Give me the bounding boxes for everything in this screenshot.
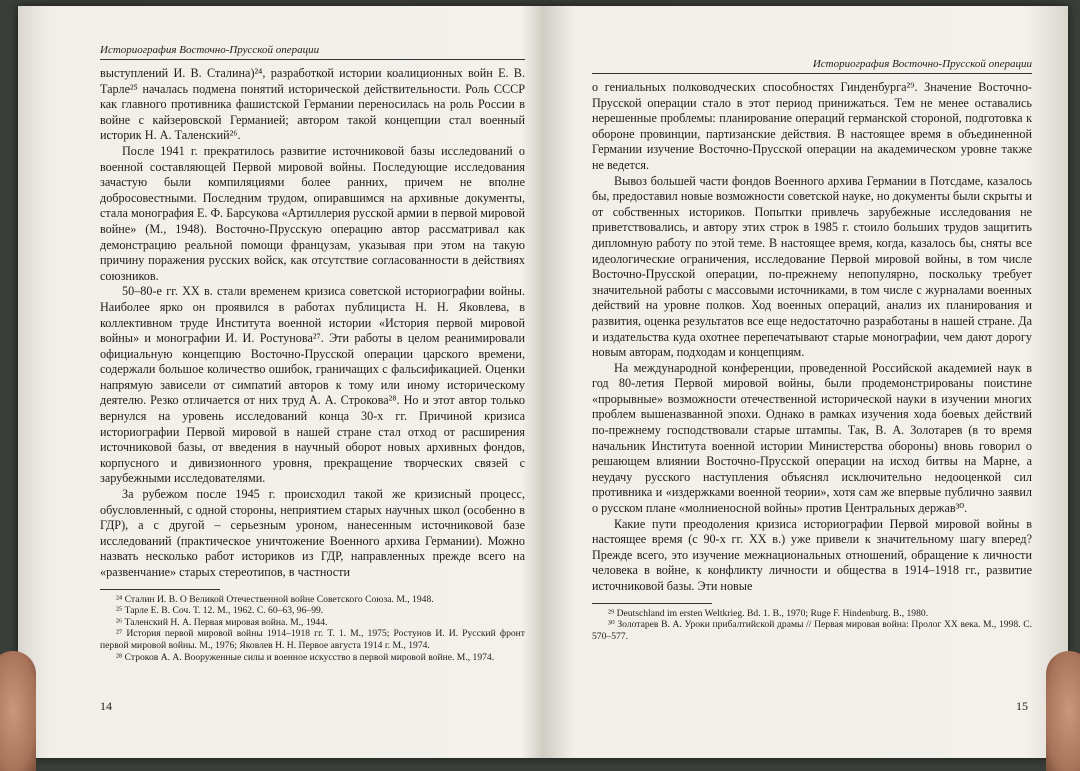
footnote-rule <box>592 603 712 604</box>
running-head: Историография Восточно-Прусской операции <box>592 58 1032 74</box>
page-number: 15 <box>1016 699 1028 713</box>
paragraph: выступлений И. В. Сталина)²⁴, разработкой истории коалиционных войн Е. В. Тарле²⁵ началась подмена понятий исторической действительности. Роль СССР как главного противника фашистской Германии переносилась на роль России в войне с кайзеровской Германией; автором такой концепции стал военный историк Н. А. Таленский²⁶. <box>100 66 525 143</box>
thumb-right-image <box>1046 651 1080 771</box>
footnote-rule <box>100 589 220 590</box>
body-text <box>592 80 1032 595</box>
footnote: ²⁹ Deutschland im ersten Weltkrieg. Bd. 1. B., 1970; Ruge F. Hindenburg. B., 1980. <box>608 607 929 619</box>
paragraph: Вывоз большей части фондов Военного архива Германии в Потсдаме, казалось бы, предоставил новые возможности советской науке, но документы были скрыты и от собственных историков. Попытки привлечь зарубежные исследования не приветствовались, и автору этих строк в 1985 г. стоило больших трудов защитить дипломную работу по этой теме. В настоящее время, когда, казалось бы, сняты все идеологические ограничения, исследование Первой мировой войны, в том числе Восточно-Прусской операции, по-прежнему непопулярно, поскольку требует значительной работы с массовыми источниками, в том числе с журналами военных действий на уровне полков. Ход военных операций, анализ их планирования и развития, оценка результатов все еще недостаточно разработаны в нашей стране. Да и издательства куда охотнее перепечатывают старые монографии, чем дают дорогу новым авторам, подходам и концепциям. <box>592 173 1032 360</box>
running-head: Историография Восточно-Прусской операции <box>100 44 525 60</box>
footnote: ²⁴ Сталин И. В. О Великой Отечественной войне Советского Союза. М., 1948. <box>116 593 434 605</box>
paragraph: За рубежом после 1945 г. происходил такой же кризисный процесс, обусловленный, с одной стороны, неприятием старых научных школ (особенно в ГДР), а с другой – серьезным уроном, нанесенным источниковой базе исследований (практическое уничтожение Военного архива Германии). Можно назвать несколько работ историков из ГДР, направленных прежде всего на «развенчание» старых стереотипов, в частности <box>100 487 525 579</box>
page-number: 14 <box>100 699 112 713</box>
footnote: ³⁰ Золотарев В. А. Уроки прибалтийской драмы // Первая мировая война: Пролог XX века. М., 1998. С. 570–577. <box>592 619 1032 642</box>
footnote: ²⁶ Таленский Н. А. Первая мировая война. М., 1944. <box>116 616 328 628</box>
footnotes <box>100 589 525 664</box>
right-page <box>546 6 1068 758</box>
footnotes <box>592 603 1032 643</box>
footnote: ²⁸ Строков А. А. Вооруженные силы и военное искусство в первой мировой войне. М., 1974. <box>116 651 495 663</box>
paragraph: 50–80-е гг. XX в. стали временем кризиса советской историографии войны. Наиболее ярко он проявился в работах публициста Н. Н. Яковлева, в коллективном труде Института военной истории «История первой мировой войны» и монографии И. И. Ростунова²⁷. Эти работы в целом реанимировали официальную концепцию Восточно-Прусской операции царского времени, содержали большое количество ошибок, граничащих с фальсификацией. Оценки напрямую зависели от симпатий авторов к тому или иному историческому деятелю. Резко отличается от них труд А. А. Строкова²⁸. Но и этот автор только вернулся на уровень исследований конца 30-х гг. Причиной кризиса историографии Первой мировой в нашей стране стал отход от расширения источниковой базы, от введения в научный оборот новых архивных фондов, корпусного и дивизионного уровня, прекращение творческих связей с зарубежными исследователями. <box>100 284 525 486</box>
paragraph: После 1941 г. прекратилось развитие источниковой базы исследований о военной составляющей Первой мировой войны. Последующие исследования зачастую были компиляциями более ранних, причем не вполне добросовестными. Последним трудом, опиравшимся на архивные документы, стала монография Е. Ф. Барсукова «Артиллерия русской армии в первой мировой войне» (М., 1948). Восточно-Прусскую операцию автор рассматривал как демонстрацию реальной помощи французам, указывая при этом на такую причину поражения русских войск, как отсутствие согласованности в действиях союзников. <box>100 143 525 283</box>
left-page <box>18 6 543 758</box>
paragraph: На международной конференции, проведенной Российской академией наук в год 80-летия Первой мировой войны, были продемонстрированы поистине «прорывные» возможности отечественной исторической науки в изучении многих проблем вышеназванной эпохи. Однако в рамках изучения хода боевых действий по-прежнему господствовали старые штампы. Так, В. А. Золотарев (в то время начальник Института военной истории Министерства обороны) вновь говорил о решающем влиянии Восточно-Прусской операции на исход битвы на Марне, а неудачу русского наступления объяснял исключительно недооценкой сил противника и «издержками военной теории», хотя сам же впервые публично заявил о русском плане «молниеносной войны» против Центральных держав³⁰. <box>592 360 1032 516</box>
paragraph: о гениальных полководческих способностях Гинденбурга²⁹. Значение Восточно-Прусской операции стало в этот период принижаться. Тем не менее оставались нерешенные проблемы: планирование операций германской стороной, подготовка к обороне провинции, партизанские действия. В настоящее время в объединенной Германии изучение Восточно-Прусской операции на академическом уровне также не ведется. <box>592 80 1032 172</box>
footnote: ²⁷ История первой мировой войны 1914–1918 гг. Т. 1. М., 1975; Ростунов И. И. Русский фронт первой мировой войны. М., 1976; Яковлев Н. Н. Первое августа 1914 г. М., 1974. <box>100 628 525 651</box>
thumb-left-image <box>0 651 36 771</box>
footnote: ²⁵ Тарле Е. В. Соч. Т. 12. М., 1962. С. 60–63, 96–99. <box>116 605 324 617</box>
paragraph: Какие пути преодоления кризиса историографии Первой мировой войны в настоящее время (с 90-х гг. XX в.) уже привели к значительному шагу вперед? Прежде всего, это изучение межнациональных отношений, обращение к личности человека в войне, к конфликту личности и общества в 1914–1918 гг., развитие источниковой базы. Эти новые <box>592 516 1032 593</box>
open-book <box>18 6 1068 758</box>
body-text <box>100 66 525 581</box>
